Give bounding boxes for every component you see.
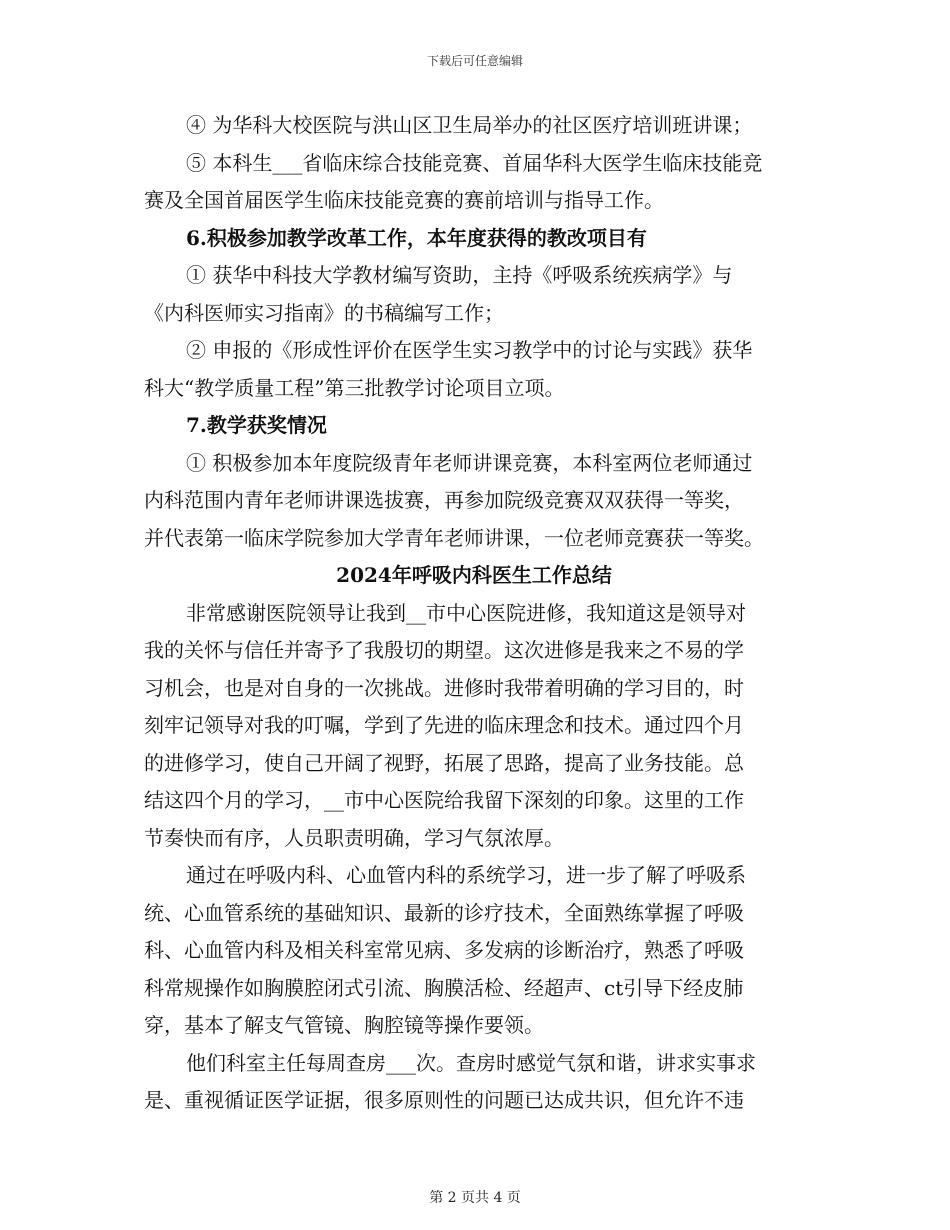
text-line: 内科范围内青年老师讲课选拔赛，再参加院级竞赛双双获得一等奖，: [144, 488, 744, 512]
text-line: 《内科医师实习指南》的书稿编写工作；: [144, 300, 504, 325]
text-line: 并代表第一临床学院参加大学青年老师讲课，一位老师竞赛获一等奖。: [144, 525, 764, 550]
text-line: ⑤ 本科生___省临床综合技能竞赛、首届华科大医学生临床技能竞: [186, 150, 763, 175]
text-line: 穿，基本了解支气管镜、胸腔镜等操作要领。: [144, 1013, 544, 1037]
text-line: 我的关怀与信任并寄予了我殷切的期望。这次进修是我来之不易的学: [144, 638, 744, 662]
text-line: 的进修学习，使自己开阔了视野，拓展了思路，提高了业务技能。总: [144, 750, 744, 775]
page-header: 下载后可任意编辑: [426, 54, 523, 68]
document-body: [144, 107, 804, 1120]
section-heading: 6.积极参加教学改革工作，本年度获得的教改项目有: [186, 225, 647, 250]
text-line: ④ 为华科大校医院与洪山区卫生局举办的社区医疗培训班讲课；: [186, 113, 753, 137]
text-line: 刻牢记领导对我的叮嘱，学到了先进的临床理念和技术。通过四个月: [144, 713, 744, 737]
text-line: 非常感谢医院领导让我到__市中心医院进修，我知道这是领导对: [186, 600, 746, 625]
document-title: 2024年呼吸内科医生工作总结: [336, 563, 612, 587]
text-line: 统、心血管系统的基础知识、最新的诊疗技术，全面熟练掌握了呼吸: [144, 900, 744, 925]
text-line: ① 积极参加本年度院级青年老师讲课竞赛，本科室两位老师通过: [186, 450, 753, 475]
text-line: 结这四个月的学习，__市中心医院给我留下深刻的印象。这里的工作: [144, 788, 744, 812]
text-line: 他们科室主任每周查房___次。查房时感觉气氛和谐，讲求实事求: [186, 1050, 756, 1075]
section-heading: 7.教学获奖情况: [186, 413, 327, 437]
text-line: 习机会，也是对自身的一次挑战。进修时我带着明确的学习目的，时: [144, 675, 744, 700]
text-line: 是、重视循证医学证据，很多原则性的问题已达成共识，但允许不违: [144, 1088, 744, 1112]
text-line: 科、心血管内科及相关科室常见病、多发病的诊断治疗，熟悉了呼吸: [144, 938, 744, 962]
text-line: 节奏快而有序，人员职责明确，学习气氛浓厚。: [144, 825, 564, 850]
text-line: 通过在呼吸内科、心血管内科的系统学习，进一步了解了呼吸系: [186, 863, 746, 887]
text-line: 赛及全国首届医学生临床技能竞赛的赛前培训与指导工作。: [144, 188, 664, 212]
page-footer: 第 2 页共 4 页: [429, 1190, 521, 1206]
text-line: ① 获华中科技大学教材编写资助，主持《呼吸系统疾病学》与: [186, 263, 733, 287]
text-line: 科常规操作如胸膜腔闭式引流、胸膜活检、经超声、ct引导下经皮肺: [144, 975, 744, 1000]
text-line: 科大“教学质量工程”第三批教学讨论项目立项。: [144, 375, 565, 400]
text-line: ② 申报的《形成性评价在医学生实习教学中的讨论与实践》获华: [186, 338, 753, 362]
